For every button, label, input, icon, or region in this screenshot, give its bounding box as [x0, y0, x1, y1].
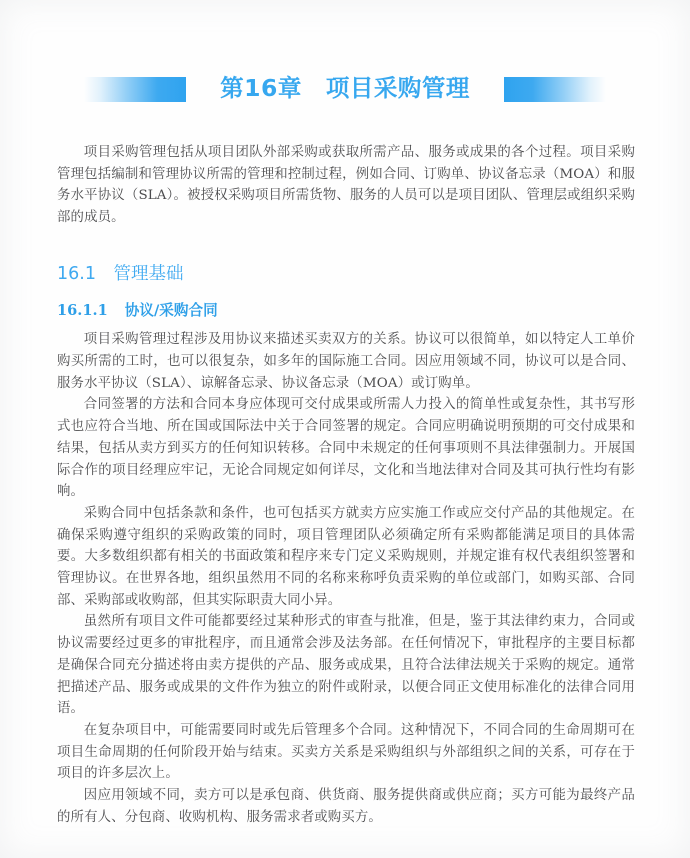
gradient-bar-left-icon — [84, 77, 186, 102]
body-paragraph: 虽然所有项目文件可能都要经过某种形式的审查与批准，但是，鉴于其法律约束力，合同或协议需要经过更多的审批程序，而且通常会涉及法务部。在任何情况下，审批程序的主要目标都是确保合同充分描述将由卖方提供的产品、服务或成果，且符合法律法规关于采购的规定。通常把描述产品、服务或成果的文件作为独立的附件或附录，以便合同正文使用标准化的法律合同用语。 — [57, 614, 635, 717]
subsection-title: 协议/采购合同 — [124, 301, 218, 319]
spacer — [57, 319, 635, 329]
subsection-number: 16.1.1 — [57, 301, 108, 319]
chapter-title-band — [0, 68, 690, 110]
page-title: 第16章 项目采购管理 — [220, 74, 470, 103]
document-content — [57, 142, 635, 828]
gradient-bar-right-icon — [504, 77, 606, 102]
body-paragraph: 因应用领域不同，卖方可以是承包商、供货商、服务提供商或供应商；买方可能为最终产品的所有人、分包商、收购机构、服务需求者或购买方。 — [57, 788, 635, 825]
body-paragraph: 采购合同中包括条款和条件，也可包括买方就卖方应实施工作或应交付产品的其他规定。在确保采购遵守组织的采购政策的同时，项目管理团队必须确定所有采购都能满足项目的具体需要。大多数组织都有相关的书面政策和程序来专门定义采购规则，并规定谁有权代表组织签署和管理协议。在世界各地，组织虽然用不同的名称来称呼负责采购的单位或部门，如购买部、合同部、采购部或收购部，但其实际职责大同小异。 — [57, 505, 635, 608]
body-paragraph: 项目采购管理过程涉及用协议来描述买卖双方的关系。协议可以很简单，如以特定人工单价购买所需的工时，也可以很复杂，如多年的国际施工合同。因应用领域不同，协议可以是合同、服务水平协议（SLA）、谅解备忘录、协议备忘录（MOA）或订购单。 — [57, 332, 635, 391]
spacer — [57, 285, 635, 302]
spacer — [57, 229, 635, 264]
body-paragraph: 在复杂项目中，可能需要同时或先后管理多个合同。这种情况下，不同合同的生命周期可在项目生命周期的任何阶段开始与结束。买卖方关系是采购组织与外部组织之间的关系，可存在于项目的许多层次上。 — [57, 722, 635, 782]
body-paragraph: 合同签署的方法和合同本身应体现可交付成果或所需人力投入的简单性或复杂性，其书写形式也应符合当地、所在国或国际法中关于合同签署的规定。合同应明确说明预期的可交付成果和结果，包括从卖方到买方的任何知识转移。合同中未规定的任何事项则不具法律强制力。开展国际合作的项目经理应牢记，无论合同规定如何详尽，文化和当地法律对合同及其可执行性均有影响。 — [57, 397, 635, 500]
intro-paragraph: 项目采购管理包括从项目团队外部采购或获取所需产品、服务或成果的各个过程。项目采购管理包括编制和管理协议所需的管理和控制过程，例如合同、订购单、协议备忘录（MOA）和服务水平协议（SLA）。被授权采购项目所需货物、服务的人员可以是项目团队、管理层或组织采购部的成员。 — [57, 145, 635, 226]
subsection-heading-16-1-1 — [57, 302, 635, 320]
section-heading-16-1: 16.1 管理基础 — [57, 263, 184, 284]
